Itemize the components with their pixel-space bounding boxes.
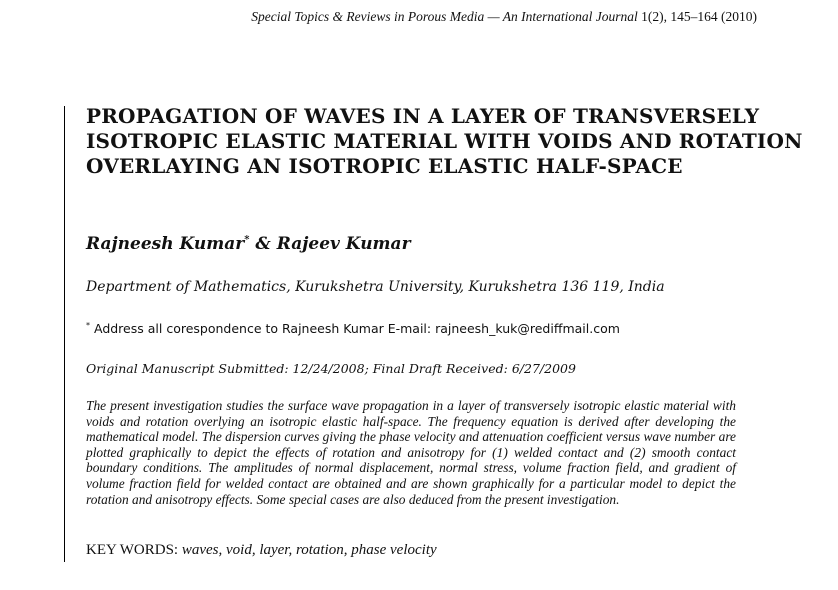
journal-name: Special Topics & Reviews in Porous Media — An International Journal — [251, 9, 638, 24]
journal-citation: 1(2), 145–164 (2010) — [641, 9, 757, 24]
author-footnote-mark: * — [244, 234, 250, 246]
correspondence-text: Address all corespondence to Rajneesh Kumar E-mail: rajneesh_kuk@rediffmail.com — [93, 321, 620, 337]
margin-rule — [64, 106, 65, 562]
abstract: The present investigation studies the surface wave propagation in a layer of transversely isotropic elastic material with voids and rotation overlying an isotropic elastic half-space. The frequency equation is derived after developing the mathematical model. The dispersion curves giving the phase velocity and attenuation coefficient versus wave number are plotted graphically to depict the effects of rotation and anisotropy for (1) welded contact and (2) smooth contact boundary conditions. The amplitudes of normal displacement, normal stress, volume fraction field, and gradient of volume fraction field for welded contact are obtained and are shown graphically for a particular model to depict the rotation and anisotropy effects. Some special cases are also deduced from the present investigation. — [86, 398, 736, 507]
correspondence-mark: * — [86, 321, 90, 330]
author-separator: & — [255, 234, 271, 254]
paper-title: PROPAGATION OF WAVES IN A LAYER OF TRANSVERSELY ISOTROPIC ELASTIC MATERIAL WITH VOIDS AND ROTATION OVERLAYING AN ISOTROPIC ELASTIC HALF-SPACE — [86, 104, 803, 178]
keywords-label: KEY WORDS: — [86, 542, 179, 558]
author-list — [86, 234, 411, 254]
keywords-values: waves, void, layer, rotation, phase velocity — [181, 542, 437, 558]
author-first: Rajneesh Kumar — [86, 234, 245, 254]
manuscript-dates: Original Manuscript Submitted: 12/24/2008; Final Draft Received: 6/27/2009 — [86, 361, 576, 376]
affiliation: Department of Mathematics, Kurukshetra University, Kurukshetra 136 119, India — [86, 279, 665, 295]
correspondence-note — [86, 321, 620, 336]
author-second: Rajeev Kumar — [276, 234, 411, 254]
journal-header — [251, 9, 757, 25]
keywords — [86, 542, 437, 559]
